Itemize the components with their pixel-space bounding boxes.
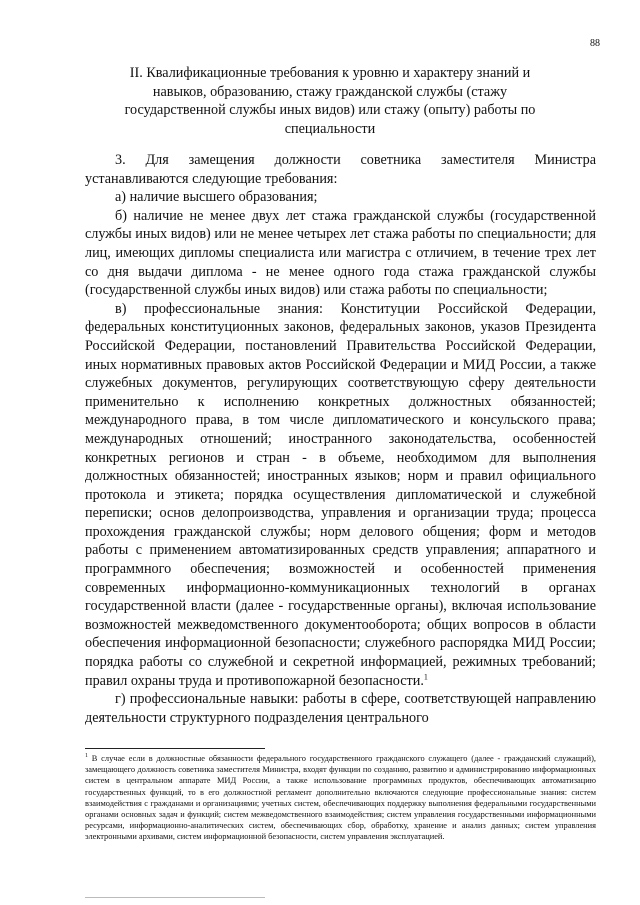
paragraph-b: б) наличие не менее двух лет стажа гражданской службы (государственной службы иных видов) или не менее четырех лет стажа работы по специальности; для лиц, имеющих дипломы специалиста или магистра с отличием, в течение трех лет со дня выдачи диплома - не менее одного года стажа гражданской службы (государственной службы иных видов) или стажа работы по специальности; [85,207,596,299]
paragraph-v [85,300,596,690]
paragraph-v-text: в) профессиональные знания: Конституции Российской Федерации, федеральных конституционных законов, федеральных законов, указов Президента Российской Федерации, постановлений Правительства Российской Федерации, иных нормативных правовых актов Российской Федерации и МИД России, а также служебных документов, регулирующих соответствующую сферу деятельности применительно к исполнению конкретных должностных обязанностей; международного права, в том числе дипломатического и консульского права; международных отношений; иностранного законодательства, особенностей конкретных регионов и стран - в объеме, необходимом для выполнения должностных обязанностей; иностранных языков; норм и правил официального протокола и этикета; порядка осуществления дипломатической и служебной переписки; основ делопроизводства, управления и организации труда; процесса прохождения гражданской службы; норм делового общения; форм и методов работы с применением автоматизированных средств управления; аппаратного и программного обеспечения; возможностей и особенностей применения современных информационно-коммуникационных технологий в органах государственной власти (далее - государственные органы), включая использование возможностей межведомственного документооборота; общих вопросов в области обеспечения информационной безопасности; служебного распорядка МИД России; порядка работы со служебной и секретной информацией, режимных требований; правил охраны труда и противопожарной безопасности. [85,300,596,689]
page-number: 88 [590,38,600,49]
section-heading: II. Квалификационные требования к уровню и характеру знаний и навыков, образованию, стажу гражданской службы (стажу государственной службы иных видов) или стажу (опыту) работы по специальности [124,65,536,137]
paragraph-3: 3. Для замещения должности советника заместителя Министра устанавливаются следующие требования: [85,152,596,187]
paragraph-g: г) профессиональные навыки: работы в сфере, соответствующей направлению деятельности структурного подразделения центрального [85,691,596,726]
footnote [85,753,596,843]
footnote-reference[interactable]: 1 [423,671,428,681]
page-bottom-line [85,897,265,898]
footnote-text: В случае если в должностные обязанности федерального государственного гражданского служащего (далее - гражданский служащий), замещающего должность советника заместителя Министра, входят функции по созданию, развитию и администрированию информационных систем в центральном аппарате МИД России, а также использование программных продуктов, обеспечивающих автоматизацию государственных функций, то в его должностной регламент дополнительно включаются следующие профессиональные знания: систем взаимодействия с гражданами и организациями; учетных систем, обеспечивающих поддержку выполнения федеральными государственными органами основных задач и функций; систем межведомственного взаимодействия; систем управления государственными информационными ресурсами, информационно-аналитических систем, обеспечивающих сбор, обработку, хранение и анализ данных; систем управления электронными архивами, систем информационной безопасности, систем управления эксплуатацией. [85,754,597,842]
footnote-separator [85,748,265,749]
paragraph-a: а) наличие высшего образования; [115,189,318,206]
footnote-marker: 1 [85,753,88,760]
document-body [85,151,596,727]
